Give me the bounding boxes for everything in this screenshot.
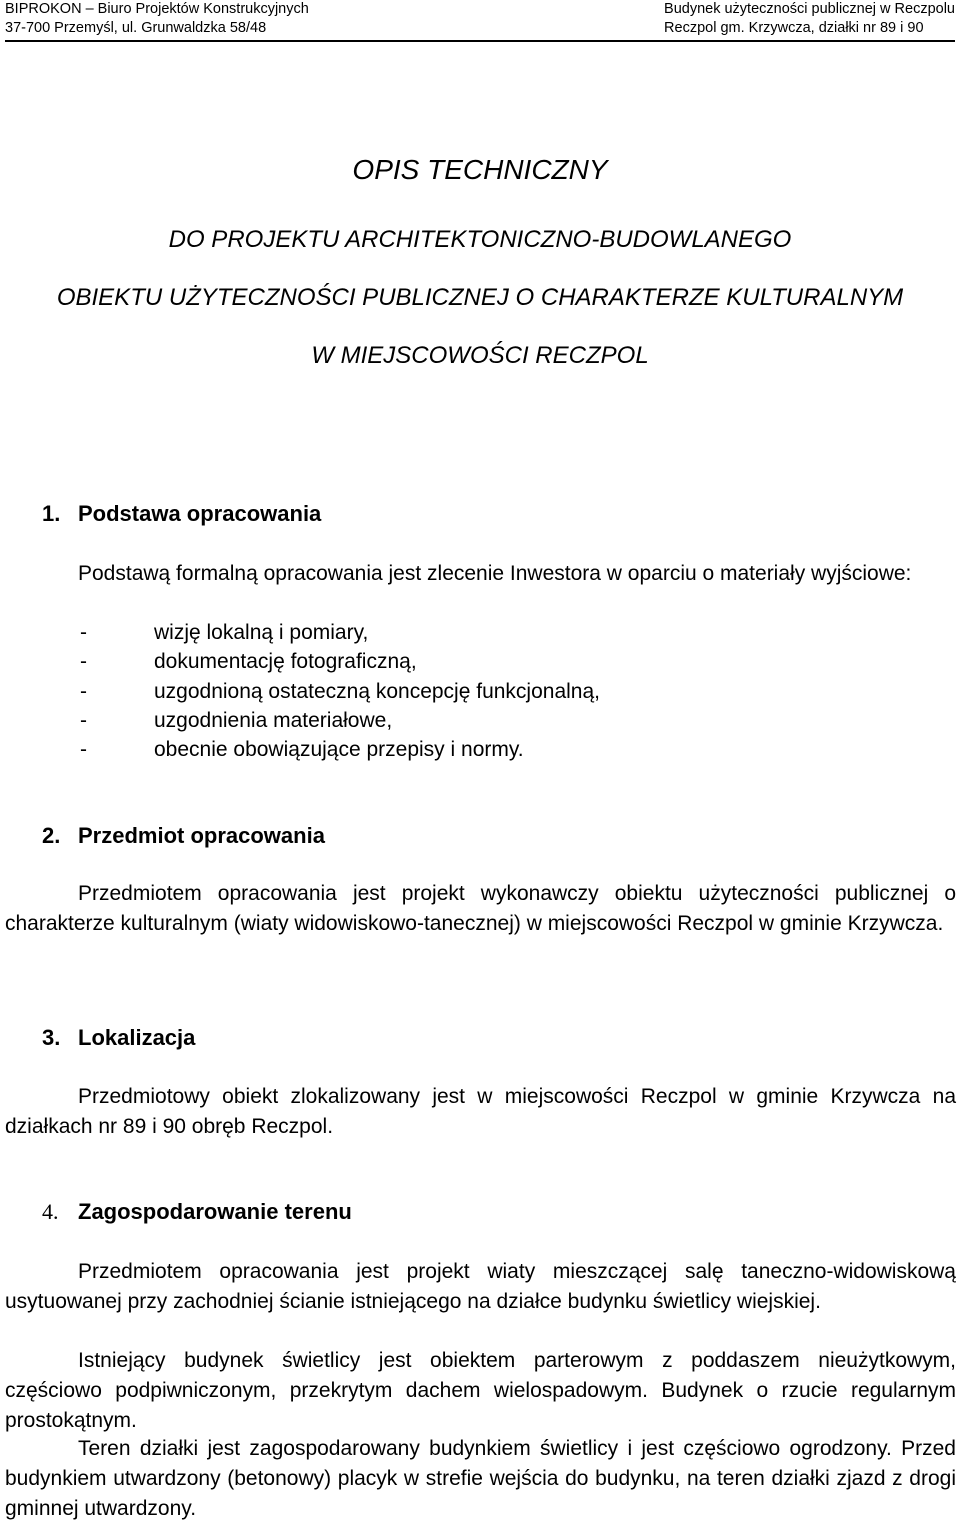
list-item: - uzgodnienia materiałowe, [80, 709, 393, 732]
paragraph-text: Przedmiotem opracowania jest projekt wykonawczy obiektu użyteczności publicznej o charakterze kulturalnym (wiaty widowiskowo-tanecznej) w miejscowości Reczpol w gminie Krzywcza. [5, 882, 956, 935]
section-1-intro [5, 559, 956, 589]
header-project: Budynek użyteczności publicznej w Reczpolu [664, 1, 955, 17]
header-left [5, 0, 309, 38]
header-right [664, 0, 955, 38]
section-title: Przedmiot opracowania [78, 823, 325, 848]
paragraph-text: Podstawą formalną opracowania jest zlecenie Inwestora w oparciu o materiały wyjściowe: [78, 562, 912, 585]
section-title: Lokalizacja [78, 1025, 196, 1050]
section-1-heading [42, 501, 321, 527]
section-number: 3. [42, 1025, 61, 1050]
section-title: Podstawa opracowania [78, 501, 322, 526]
section-number: 1. [42, 501, 61, 526]
paragraph-text: Teren działki jest zagospodarowany budynkiem świetlicy i jest częściowo ogrodzony. Przed budynkiem utwardzony (betonowy) placyk w strefie wejścia do budynku, na teren działki zjazd z drogi gminnej utwardzony. [5, 1437, 956, 1520]
header-company: BIPROKON – Biuro Projektów Konstrukcyjnych [5, 1, 309, 17]
section-number: 4. [42, 1199, 59, 1224]
document-subtitle-1: DO PROJEKTU ARCHITEKTONICZNO-BUDOWLANEGO [168, 226, 792, 253]
paragraph-text: Przedmiotem opracowania jest projekt wiaty mieszczącej salę taneczno-widowiskową usytuowanej przy zachodniej ścianie istniejącego na działce budynku świetlicy wiejskiej. [5, 1260, 956, 1313]
header-location: Reczpol gm. Krzywcza, działki nr 89 i 90 [664, 20, 924, 36]
section-2-heading [42, 823, 325, 849]
section-title: Zagospodarowanie terenu [78, 1199, 352, 1224]
document-title: OPIS TECHNICZNY [352, 154, 608, 185]
list-item: - uzgodnioną ostateczną koncepcję funkcjonalną, [80, 680, 600, 703]
paragraph-text: Istniejący budynek świetlicy jest obiektem parterowym z poddaszem nieużytkowym, częściowo podpiwniczonym, przekrytym dachem wielospadowym. Budynek o rzucie regularnym prostokątnym. [5, 1349, 956, 1432]
page-header [5, 0, 955, 42]
section-4-paragraph-3 [5, 1434, 956, 1524]
section-2-text [5, 879, 956, 939]
list-item: - wizję lokalną i pomiary, [80, 621, 369, 644]
list-item: - dokumentację fotograficzną, [80, 650, 417, 673]
section-4-paragraph-1 [5, 1257, 956, 1317]
section-3-text [5, 1082, 956, 1142]
section-number: 2. [42, 823, 61, 848]
section-4-paragraph-2 [5, 1346, 956, 1436]
section-3-heading [42, 1025, 195, 1051]
list-item: - obecnie obowiązujące przepisy i normy. [80, 738, 524, 761]
paragraph-text: Przedmiotowy obiekt zlokalizowany jest w miejscowości Reczpol w gminie Krzywcza na działkach nr 89 i 90 obręb Reczpol. [5, 1085, 956, 1138]
header-address: 37-700 Przemyśl, ul. Grunwaldzka 58/48 [5, 20, 267, 36]
document-subtitle-2: OBIEKTU UŻYTECZNOŚCI PUBLICZNEJ O CHARAKTERZE KULTURALNYM [56, 284, 904, 311]
section-4-heading [42, 1199, 352, 1225]
document-subtitle-3: W MIEJSCOWOŚCI RECZPOL [311, 342, 649, 369]
